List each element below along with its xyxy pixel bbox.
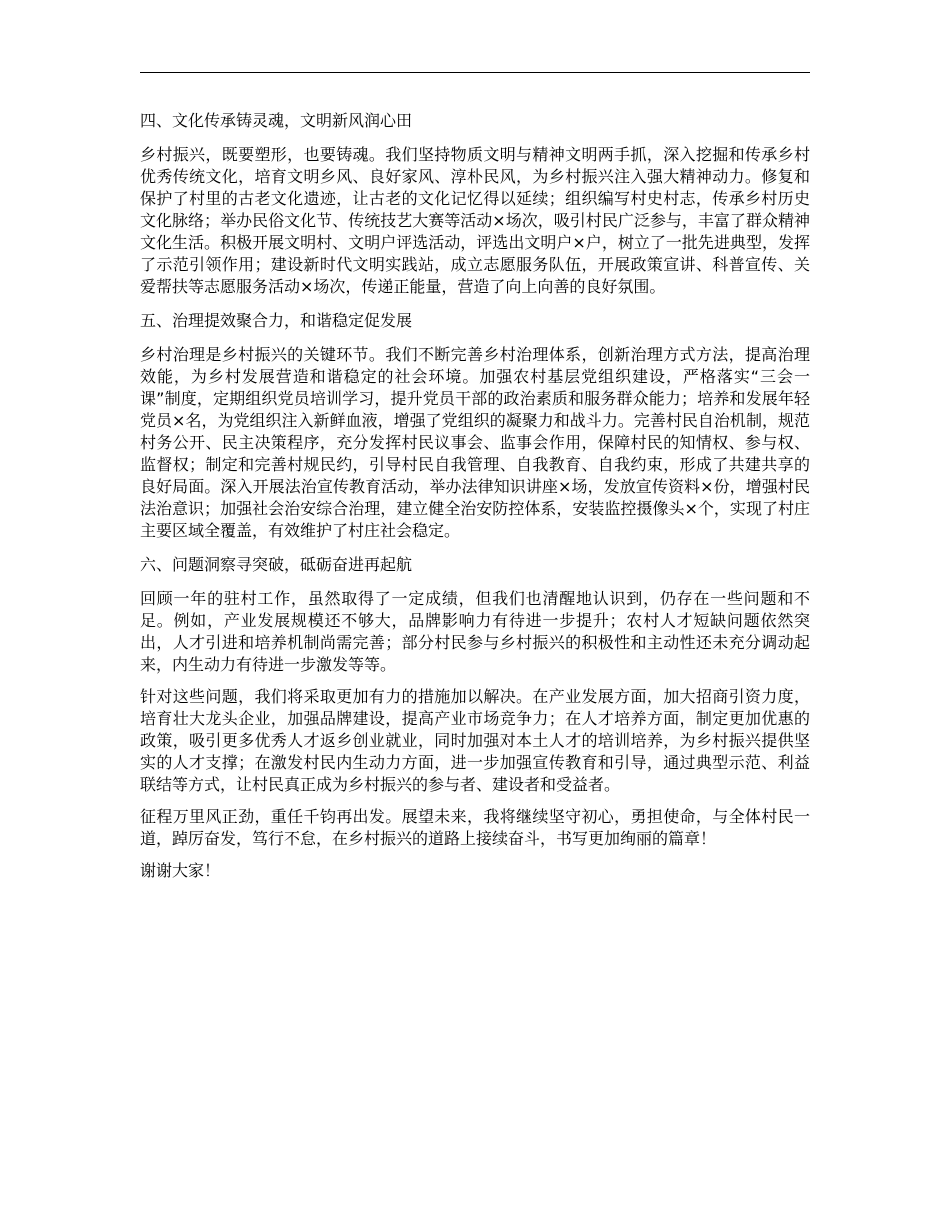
thanks-line: 谢谢大家！ [140, 861, 221, 880]
closing-paragraph: 征程万里风正劲，重任千钧再出发。展望未来，我将继续坚守初心，勇担使命，与全体村民一道，踔厉奋发，笃行不怠，在乡村振兴的道路上接续奋斗，书写更加绚丽的篇章！ [140, 807, 810, 848]
section-6-paragraph-2: 针对这些问题，我们将采取更加有力的措施加以解决。在产业发展方面，加大招商引资力度，培育壮大龙头企业，加强品牌建设，提高产业市场竞争力；在人才培养方面，制定更加优惠的政策，吸引更多优秀人才返乡创业就业，同时加强对本土人才的培训培养，为乡村振兴提供坚实的人才支撑；在激发村民内生动力方面，进一步加强宣传教育和引导，通过典型示范、利益联结等方式，让村民真正成为乡村振兴的参与者、建设者和受益者。 [140, 687, 810, 794]
section-6-paragraph-1: 回顾一年的驻村工作，虽然取得了一定成绩，但我们也清醒地认识到，仍存在一些问题和不足。例如，产业发展规模还不够大，品牌影响力有待进一步提升；农村人才短缺问题依然突出，人才引进和培养机制尚需完善；部分村民参与乡村振兴的积极性和主动性还未充分调动起来，内生动力有待进一步激发等等。 [140, 589, 810, 674]
section-5-paragraph: 乡村治理是乡村振兴的关键环节。我们不断完善乡村治理体系，创新治理方式方法，提高治理效能，为乡村发展营造和谐稳定的社会环境。加强农村基层党组织建设，严格落实“三会一课”制度，定期组织党员培训学习，提升党员干部的政治素质和服务群众能力；培养和发展年轻党员×名，为党组织注入新鲜血液，增强了党组织的凝聚力和战斗力。完善村民自治机制，规范村务公开、民主决策程序，充分发挥村民议事会、监事会作用，保障村民的知情权、参与权、监督权；制定和完善村规民约，引导村民自我管理、自我教育、自我约束，形成了共建共享的良好局面。深入开展法治宣传教育活动，举办法律知识讲座×场，发放宣传资料×份，增强村民法治意识；加强社会治安综合治理，建立健全治安防控体系，安装监控摄像头×个，实现了村庄主要区域全覆盖，有效维护了村庄社会稳定。 [140, 345, 810, 540]
section-5-heading: 五、治理提效聚合力，和谐稳定促发展 [140, 311, 413, 330]
document-body [140, 108, 810, 892]
section-4-heading: 四、文化传承铸灵魂，文明新风润心田 [140, 111, 413, 130]
header-rule [140, 72, 810, 73]
section-6-heading: 六、问题洞察寻突破，砥砺奋进再起航 [140, 555, 413, 574]
section-4-paragraph: 乡村振兴，既要塑形，也要铸魂。我们坚持物质文明与精神文明两手抓，深入挖掘和传承乡村优秀传统文化，培育文明乡风、良好家风、淳朴民风，为乡村振兴注入强大精神动力。修复和保护了村里的古老文化遗迹，让古老的文化记忆得以延续；组织编写村史村志，传承乡村历史文化脉络；举办民俗文化节、传统技艺大赛等活动×场次，吸引村民广泛参与，丰富了群众精神文化生活。积极开展文明村、文明户评选活动，评选出文明户×户，树立了一批先进典型，发挥了示范引领作用；建设新时代文明实践站，成立志愿服务队伍，开展政策宣讲、科普宣传、关爱帮扶等志愿服务活动×场次，传递正能量，营造了向上向善的良好氛围。 [140, 145, 810, 296]
